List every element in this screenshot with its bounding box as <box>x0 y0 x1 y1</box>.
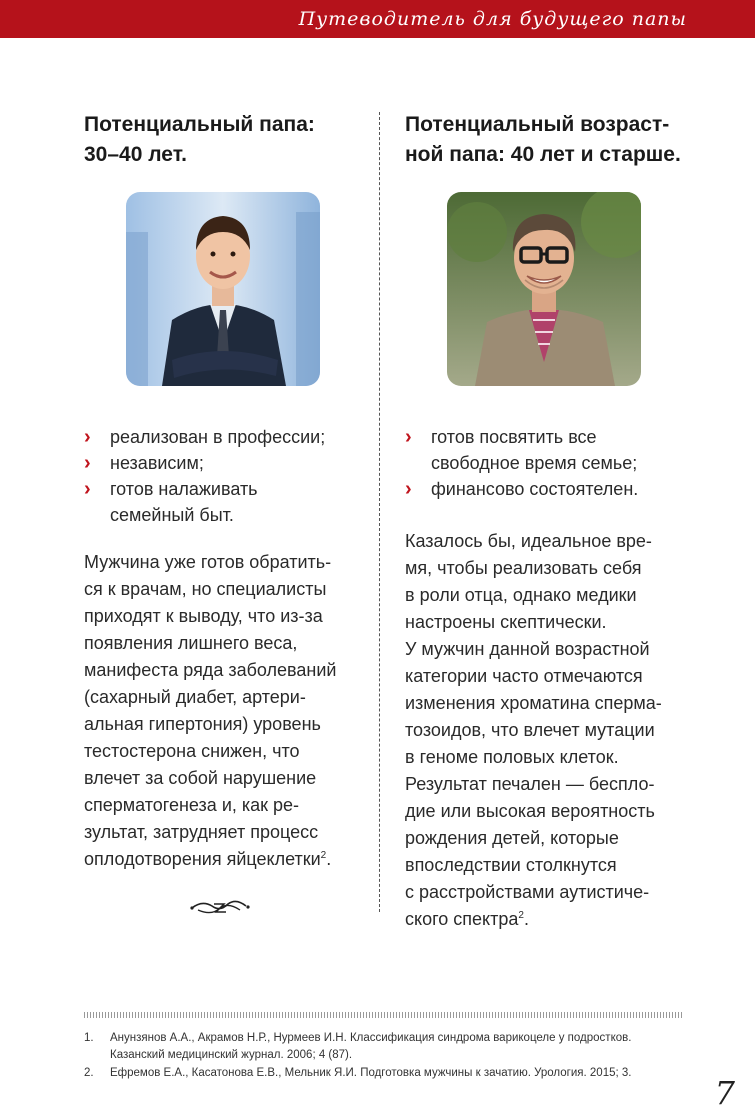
column-divider <box>379 112 380 912</box>
footnote-separator <box>84 1012 684 1018</box>
text-line: сперматогенеза и, как ре- <box>84 795 300 815</box>
text-line: альная гипертония) уровень <box>84 714 321 734</box>
chevron-right-icon: › <box>405 426 412 448</box>
footnotes <box>84 1030 704 1083</box>
page-number: 7 <box>714 1074 735 1112</box>
text-line: манифеста ряда заболеваний <box>84 660 337 680</box>
bullet-text: финансово состоятелен. <box>431 479 639 499</box>
list-item <box>405 476 695 502</box>
right-heading-line: ной папа: 40 лет и старше. <box>405 143 681 166</box>
right-heading-line: Потенциальный возраст- <box>405 113 670 136</box>
footnote-text: Анунзянов А.А., Акрамов Н.Р., Нурмеев И.Н. Классификация синдрома варикоцеле у подростков. <box>110 1032 632 1044</box>
text-line: настроены скептически. <box>405 612 607 632</box>
chevron-right-icon: › <box>405 478 412 500</box>
text-line: Результат печален — беспло- <box>405 774 655 794</box>
text-line: в геноме половых клеток. <box>405 747 619 767</box>
left-heading <box>84 110 374 170</box>
bullet-text: независим; <box>110 453 204 473</box>
text-line: ся к врачам, но специалисты <box>84 579 327 599</box>
older-man-photo <box>447 192 641 386</box>
footnote-ref: 2 <box>320 850 327 861</box>
text-line: ского спектра$^2$. <box>405 909 529 929</box>
right-body-text <box>405 528 695 933</box>
text-line: Казалось бы, идеальное вре- <box>405 531 652 551</box>
text-line: влечет за собой нарушение <box>84 768 317 788</box>
text-line: в роли отца, однако медики <box>405 585 637 605</box>
text-line-content: ского спектра <box>405 909 519 929</box>
left-heading-line: Потенциальный папа: <box>84 113 315 136</box>
right-bullet-list <box>405 424 695 502</box>
list-item <box>84 424 374 450</box>
text-line: зультат, затрудняет процесс <box>84 822 319 842</box>
footnote-ref: 2 <box>518 910 524 921</box>
bullet-text: свободное время семье; <box>431 453 638 473</box>
text-line: рождения детей, которые <box>405 828 619 848</box>
text-line: Мужчина уже готов обратить- <box>84 552 332 572</box>
header-title: Путеводитель для будущего папы <box>298 8 687 30</box>
young-man-photo <box>126 192 320 386</box>
text-line: мя, чтобы реализовать себя <box>405 558 642 578</box>
text-line: приходят к выводу, что из-за <box>84 606 323 626</box>
text-line: с расстройствами аутистиче- <box>405 882 650 902</box>
chevron-right-icon: › <box>84 452 91 474</box>
footnote-text: Казанский медицинский журнал. 2006; 4 (87). <box>110 1049 353 1061</box>
text-line: тозоидов, что влечет мутации <box>405 720 655 740</box>
text-line: категории часто отмечаются <box>405 666 643 686</box>
text-line: (сахарный диабет, артери- <box>84 687 306 707</box>
bullet-text: реализован в профессии; <box>110 427 326 447</box>
left-bullet-list <box>84 424 374 528</box>
header-bar <box>0 0 755 38</box>
footnote-number: 1. <box>84 1032 94 1044</box>
text-line-content: оплодотворения яйцеклетки <box>84 849 321 869</box>
text-line: появления лишнего веса, <box>84 633 298 653</box>
text-line: У мужчин данной возрастной <box>405 639 650 659</box>
list-item <box>405 424 695 476</box>
chevron-right-icon: › <box>84 426 91 448</box>
bullet-text: готов посвятить все <box>431 427 597 447</box>
footnote-item <box>84 1030 704 1064</box>
bullet-text: семейный быт. <box>110 505 234 525</box>
text-line: изменения хроматина сперма- <box>405 693 662 713</box>
footnote-number: 2. <box>84 1067 94 1079</box>
right-heading <box>405 110 695 170</box>
bullet-text: готов налаживать <box>110 479 258 499</box>
footnote-item <box>84 1065 704 1082</box>
text-line: дие или высокая вероятность <box>405 801 655 821</box>
chevron-right-icon: › <box>84 478 91 500</box>
text-line: оплодотворения яйцеклетки$^2$. <box>84 849 332 869</box>
left-body-text <box>84 549 374 873</box>
list-item <box>84 450 374 476</box>
list-item <box>84 476 374 528</box>
footnote-text: Ефремов Е.А., Касатонова Е.В., Мельник Я.И. Подготовка мужчины к зачатию. Урология. 2015; 3. <box>110 1067 632 1079</box>
text-line: тестостерона снижен, что <box>84 741 300 761</box>
left-heading-line: 30–40 лет. <box>84 143 187 166</box>
ornament-flourish-icon <box>188 896 252 918</box>
text-line: впоследствии столкнутся <box>405 855 617 875</box>
